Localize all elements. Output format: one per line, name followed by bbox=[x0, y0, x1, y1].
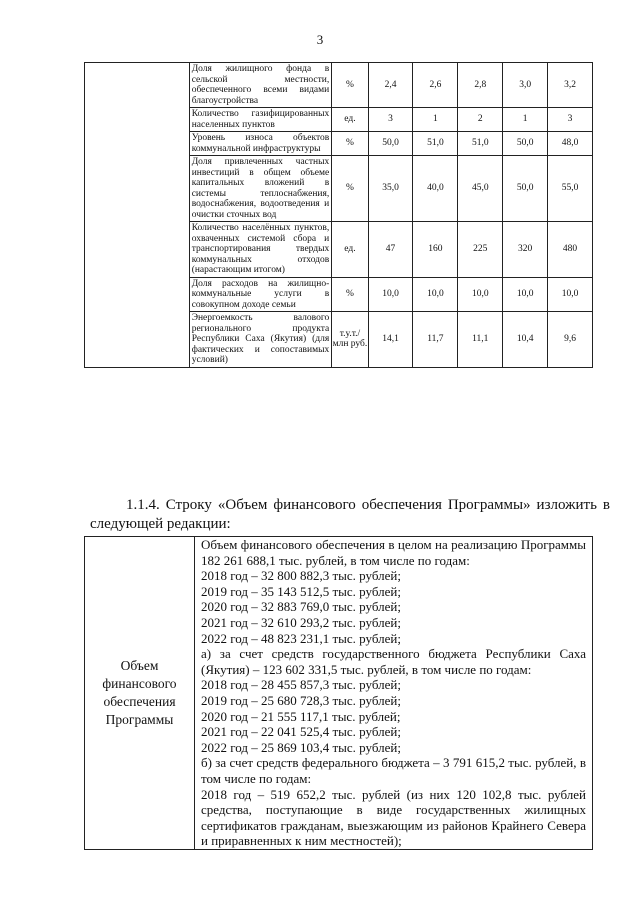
state-year-line: 2018 год – 28 455 857,3 тыс. рублей; bbox=[201, 677, 401, 693]
federal-budget-intro: б) за счет средств федерального бюджета – 3 791 615,2 тыс. рублей, в том числе по годам: bbox=[201, 755, 586, 786]
indicator-value: 50,0 bbox=[503, 156, 548, 222]
indicator-value: 10,0 bbox=[503, 277, 548, 312]
indicator-value: 48,0 bbox=[548, 132, 593, 156]
indicator-value: 225 bbox=[458, 222, 503, 278]
indicator-value: 1 bbox=[503, 108, 548, 132]
indicator-name: Энергоемкость валового регионального продукта Республики Саха (Якутия) (для фактических и сопоставимых условий) bbox=[189, 312, 332, 368]
indicator-unit: % bbox=[332, 156, 368, 222]
indicator-value: 1 bbox=[413, 108, 458, 132]
indicator-value: 2,6 bbox=[413, 63, 458, 108]
merged-blank-cell bbox=[85, 63, 190, 368]
indicator-value: 50,0 bbox=[368, 132, 413, 156]
indicator-name: Доля расходов на жилищно-коммунальные услуги в совокупном доходе семьи bbox=[189, 277, 332, 312]
indicator-value: 10,0 bbox=[458, 277, 503, 312]
indicator-row bbox=[85, 63, 593, 108]
indicator-value: 50,0 bbox=[503, 132, 548, 156]
indicator-value: 10,0 bbox=[413, 277, 458, 312]
federal-year-2018: 2018 год – 519 652,2 тыс. рублей (из них 120 102,8 тыс. рублей средства, поступающие в виде государственных жилищных сертификатов гражданам, выезжающим из районов Крайнего Севера и приравненных к ним местностей); bbox=[201, 786, 586, 849]
amendment-paragraph: 1.1.4. Строку «Объем финансового обеспечения Программы» изложить в следующей редакции: bbox=[90, 497, 610, 532]
indicator-value: 3 bbox=[548, 108, 593, 132]
indicator-value: 480 bbox=[548, 222, 593, 278]
page-number: 3 bbox=[316, 32, 324, 47]
state-year-line: 2021 год – 22 041 525,4 тыс. рублей; bbox=[201, 724, 401, 740]
indicator-value: 2,8 bbox=[458, 63, 503, 108]
indicator-value: 47 bbox=[368, 222, 413, 278]
indicator-name: Доля жилищного фонда в сельской местности, обеспеченного всеми видами благоустройства bbox=[189, 63, 332, 108]
finance-row bbox=[85, 537, 593, 850]
indicator-name: Количество газифицированных населенных пунктов bbox=[189, 108, 332, 132]
indicator-value: 3,0 bbox=[503, 63, 548, 108]
indicator-value: 51,0 bbox=[413, 132, 458, 156]
indicator-unit: ед. bbox=[332, 108, 368, 132]
indicator-value: 2,4 bbox=[368, 63, 413, 108]
finance-table bbox=[84, 536, 593, 850]
state-year-line: 2020 год – 21 555 117,1 тыс. рублей; bbox=[201, 708, 401, 724]
indicator-value: 9,6 bbox=[548, 312, 593, 368]
finance-label: Объем финансового обеспечения Программы bbox=[85, 537, 195, 850]
indicator-value: 2 bbox=[458, 108, 503, 132]
indicator-value: 11,7 bbox=[413, 312, 458, 368]
indicator-unit: ед. bbox=[332, 222, 368, 278]
indicator-value: 11,1 bbox=[458, 312, 503, 368]
indicator-value: 320 bbox=[503, 222, 548, 278]
indicator-name: Уровень износа объектов коммунальной инфраструктуры bbox=[189, 132, 332, 156]
finance-intro: Объем финансового обеспечения в целом на реализацию Программы 182 261 688,1 тыс. рублей, в том числе по годам: bbox=[201, 537, 586, 568]
finance-content bbox=[195, 537, 593, 850]
indicator-unit: т.у.т./ млн руб. bbox=[332, 312, 368, 368]
indicator-unit: % bbox=[332, 63, 368, 108]
state-year-line: 2022 год – 25 869 103,4 тыс. рублей; bbox=[201, 739, 401, 755]
indicator-unit: % bbox=[332, 132, 368, 156]
indicator-value: 160 bbox=[413, 222, 458, 278]
indicator-name: Доля привлеченных частных инвестиций в общем объеме капитальных вложений в системы теплоснабжения, водоснабжения, водоотведения и очистки сточных вод bbox=[189, 156, 332, 222]
indicator-name: Количество населённых пунктов, охваченных системой сбора и транспортирования твердых коммунальных отходов (нарастающим итогом) bbox=[189, 222, 332, 278]
total-year-line: 2022 год – 48 823 231,1 тыс. рублей; bbox=[201, 630, 401, 646]
indicator-value: 3 bbox=[368, 108, 413, 132]
indicator-value: 45,0 bbox=[458, 156, 503, 222]
indicator-value: 14,1 bbox=[368, 312, 413, 368]
total-year-line: 2019 год – 35 143 512,5 тыс. рублей; bbox=[201, 583, 401, 599]
indicator-value: 55,0 bbox=[548, 156, 593, 222]
indicator-unit: % bbox=[332, 277, 368, 312]
indicator-value: 10,0 bbox=[368, 277, 413, 312]
total-year-line: 2020 год – 32 883 769,0 тыс. рублей; bbox=[201, 599, 401, 615]
indicator-value: 10,4 bbox=[503, 312, 548, 368]
state-budget-intro: а) за счет средств государственного бюджета Республики Саха (Якутия) – 123 602 331,5 тыс. рублей, в том числе по годам: bbox=[201, 646, 586, 677]
total-year-line: 2021 год – 32 610 293,2 тыс. рублей; bbox=[201, 614, 401, 630]
indicators-table bbox=[84, 62, 593, 368]
indicator-value: 51,0 bbox=[458, 132, 503, 156]
total-year-line: 2018 год – 32 800 882,3 тыс. рублей; bbox=[201, 568, 401, 584]
indicator-value: 40,0 bbox=[413, 156, 458, 222]
indicator-value: 3,2 bbox=[548, 63, 593, 108]
indicator-value: 35,0 bbox=[368, 156, 413, 222]
indicator-value: 10,0 bbox=[548, 277, 593, 312]
state-year-line: 2019 год – 25 680 728,3 тыс. рублей; bbox=[201, 692, 401, 708]
